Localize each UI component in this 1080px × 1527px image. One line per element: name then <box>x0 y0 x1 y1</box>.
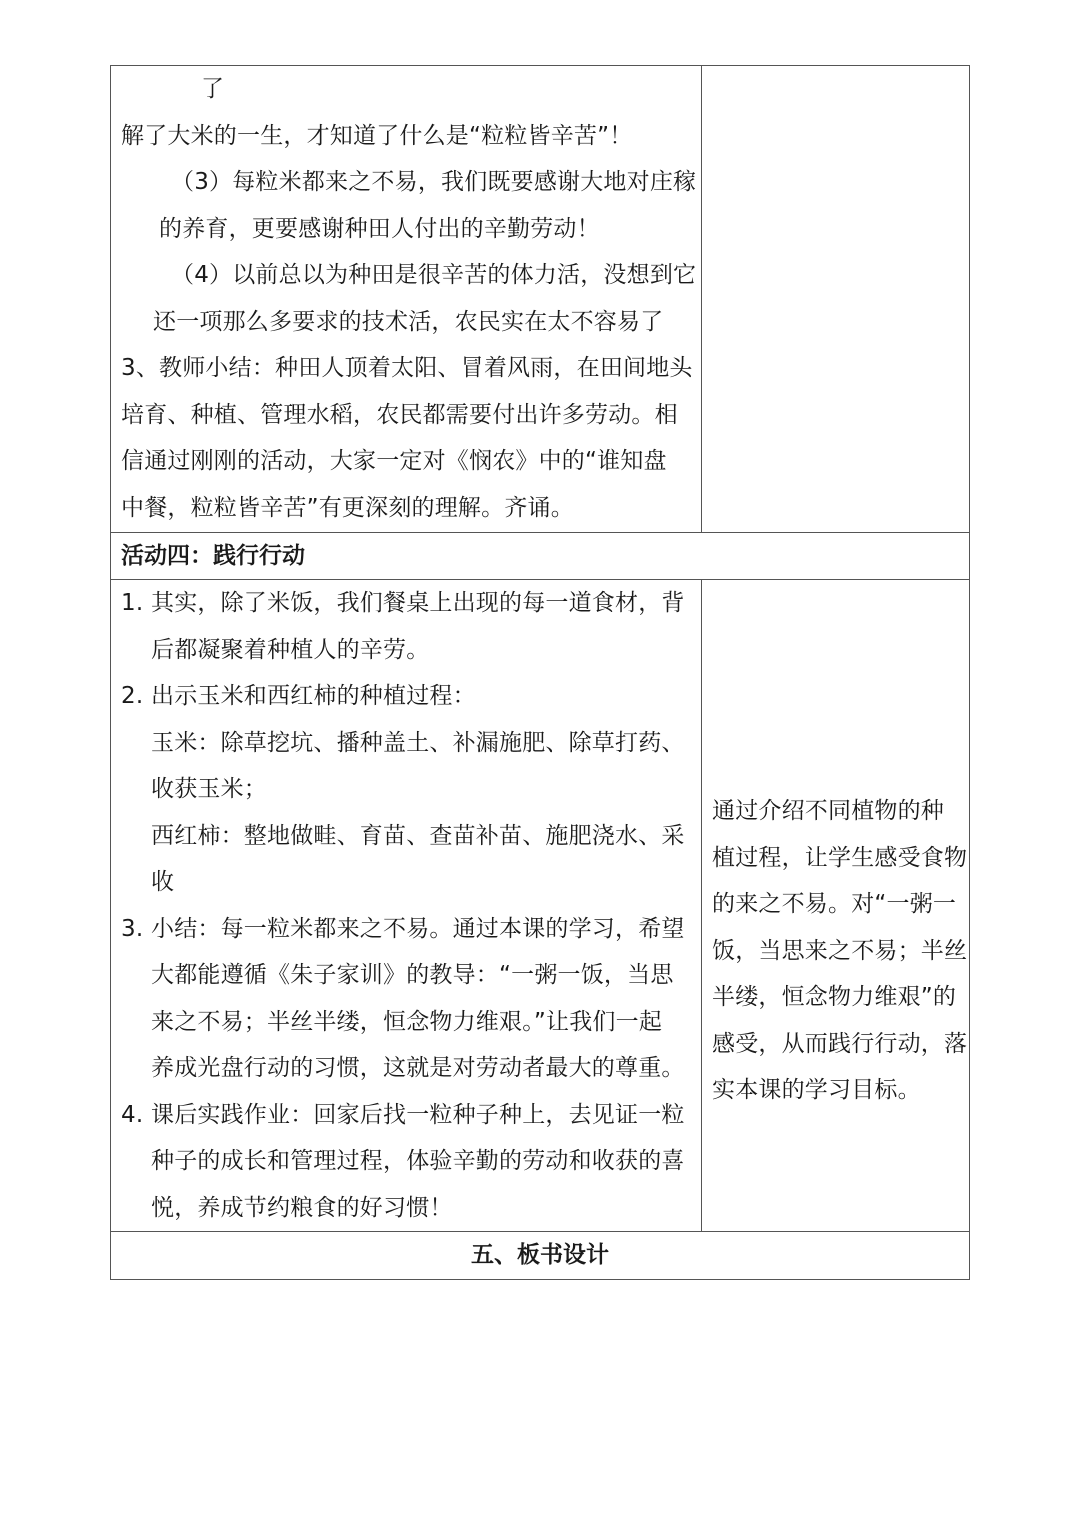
process-cell <box>111 66 702 532</box>
text-line: 种子的成长和管理过程，体验辛勤的劳动和收获的喜 <box>151 1148 685 1174</box>
list-item <box>121 580 693 627</box>
activity-heading: 活动四：践行行动 <box>121 543 305 569</box>
text-line: 的来之不易。对“一粥一 <box>712 891 957 917</box>
text-line: 了 <box>201 76 225 102</box>
text-line: 出示玉米和西红柿的种植过程： <box>151 683 476 709</box>
text-line: 3、教师小结：种田人顶着太阳、冒着风雨，在田间地头 <box>121 355 693 381</box>
text-line: 还一项那么多要求的技术活，农民实在太不容易了 <box>153 308 664 335</box>
section-heading: 五、板书设计 <box>471 1242 609 1268</box>
text-line: 其实，除了米饭，我们餐桌上出现的每一道食材，背 <box>151 590 685 616</box>
list-number: 3. <box>121 915 144 942</box>
text-line: 的养育，更要感谢种田人付出的辛勤劳动！ <box>159 215 600 242</box>
lesson-plan-table <box>110 65 970 1280</box>
text-line: 课后实践作业：回家后找一粒种子种上，去见证一粒 <box>151 1101 685 1128</box>
table-row <box>111 1232 969 1279</box>
text-line: （4）以前总以为种田是很辛苦的体力活，没想到它 <box>171 262 697 288</box>
intent-cell <box>702 66 969 532</box>
text-line: 小结：每一粒米都来之不易。通过本课的学习，希望 <box>151 915 685 942</box>
text-line: 感受，从而践行行动，落 <box>712 1030 968 1057</box>
text-line: 培育、种植、管理水稻，农民都需要付出许多劳动。相 <box>121 401 678 428</box>
list-item <box>121 1092 693 1139</box>
text-line: 悦，养成节约粮食的好习惯！ <box>151 1194 453 1221</box>
text-line: 中餐，粒粒皆辛苦”有更深刻的理解。齐诵。 <box>121 494 574 521</box>
text-line: 实本课的学习目标。 <box>712 1077 921 1103</box>
list-item <box>121 673 693 720</box>
list-number: 2. <box>121 683 144 709</box>
list-item <box>121 906 693 953</box>
text-line: 西红柿：整地做畦、育苗、查苗补苗、施肥浇水、采 <box>151 822 685 849</box>
table-row <box>111 580 969 1232</box>
text-line: 收 <box>151 869 175 895</box>
text-line: （3）每粒米都来之不易，我们既要感谢大地对庄稼 <box>171 169 697 195</box>
text-line: 半缕，恒念物力维艰”的 <box>712 984 957 1010</box>
text-line: 玉米：除草挖坑、播种盖土、补漏施肥、除草打药、 <box>151 729 685 756</box>
text-line: 收获玉米； <box>151 776 267 802</box>
design-intent-note <box>712 788 970 1114</box>
text-line: 植过程，让学生感受食物 <box>712 844 968 871</box>
text-line: 饭，当思来之不易；半丝 <box>712 937 968 964</box>
process-cell <box>111 580 702 1231</box>
list-number: 4. <box>121 1101 144 1128</box>
table-row <box>111 533 969 580</box>
text-line: 养成光盘行动的习惯，这就是对劳动者最大的尊重。 <box>151 1055 685 1081</box>
text-line: 信通过刚刚的活动，大家一定对《悯农》中的“谁知盘 <box>121 448 667 474</box>
text-line: 解了大米的一生，才知道了什么是“粒粒皆辛苦”！ <box>121 122 633 149</box>
intent-cell <box>702 580 969 1231</box>
text-line: 后都凝聚着种植人的辛劳。 <box>151 636 430 663</box>
table-row <box>111 66 969 533</box>
text-line: 来之不易；半丝半缕，恒念物力维艰。”让我们一起 <box>151 1008 663 1035</box>
text-line: 通过介绍不同植物的种 <box>712 798 944 824</box>
list-number: 1. <box>121 590 144 616</box>
text-line: 大都能遵循《朱子家训》的教导：“一粥一饭，当思 <box>151 962 674 988</box>
